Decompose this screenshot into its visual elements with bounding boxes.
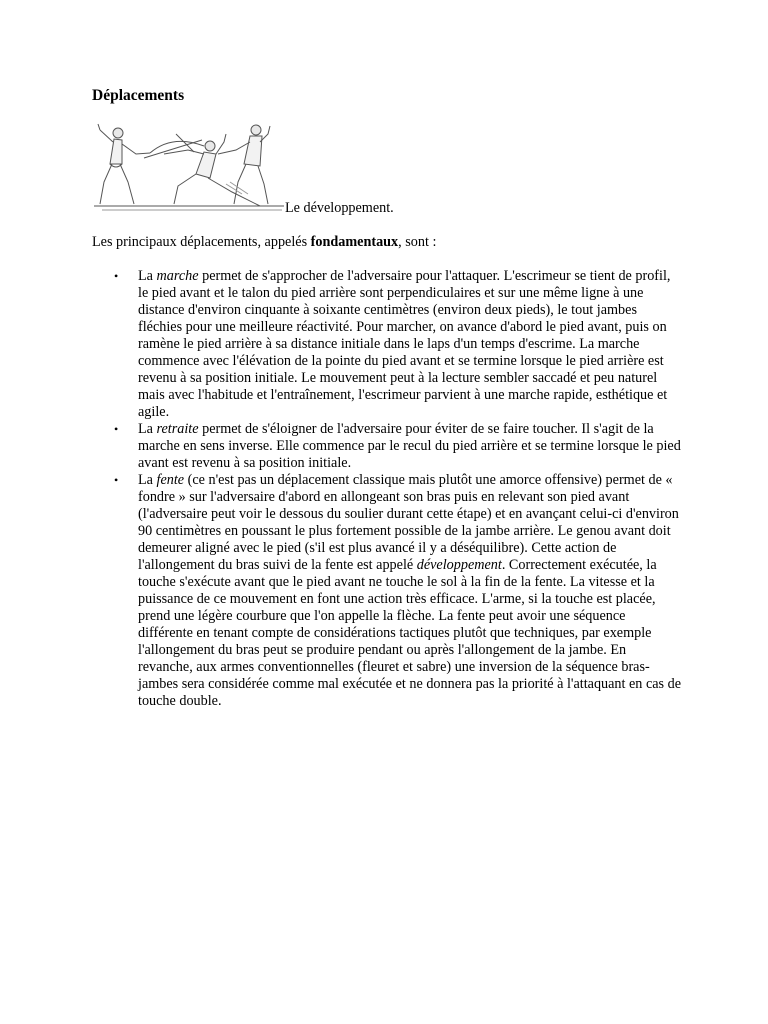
item-lead: La bbox=[138, 472, 157, 488]
list-item-text bbox=[138, 421, 682, 472]
item-term: marche bbox=[156, 268, 199, 284]
item-term: retraite bbox=[156, 421, 199, 437]
list-item-marche bbox=[92, 268, 682, 421]
item-term: fente bbox=[156, 472, 185, 488]
bullet-icon: • bbox=[114, 422, 119, 436]
section-title: Déplacements bbox=[92, 87, 185, 104]
item-description: permet de s'éloigner de l'adversaire pour éviter de se faire toucher. Il s'agit de la marche en sens inverse. Elle commence par le recul du pied arrière et se termine lorsque le pied avant est revenu à sa position initiale. bbox=[138, 421, 681, 471]
fencers-lunge-illustration-icon bbox=[92, 120, 287, 215]
list-item-text bbox=[138, 268, 682, 421]
item-lead: La bbox=[138, 268, 157, 284]
bullet-icon: • bbox=[114, 269, 119, 283]
list-item-retraite bbox=[92, 421, 682, 472]
intro-bold-term: fondamentaux bbox=[310, 234, 399, 250]
movements-list bbox=[92, 268, 682, 710]
item-term-developpement: développement bbox=[416, 557, 502, 573]
intro-text-after: , sont : bbox=[398, 234, 437, 250]
figure-caption: Le développement. bbox=[285, 200, 394, 216]
item-description-continued: . Correctement exécutée, la touche s'exécute avant que le pied avant ne touche le sol à la fin de la fente. La vitesse et la puissance de ce mouvement en font une action très efficace. L'arme, si la touche est placée, prend une légère courbure que l'on appelle la flèche. La fente peut avoir une séquence différente en tenant compte de considérations tactiques plutôt que techniques, par exemple l'allongement du bras peut se produire pendant ou après l'allongement de la jambe. En revanche, aux armes conventionnelles (fleuret et sabre) une inversion de la séquence bras-jambes sera considérée comme mal exécutée et ne donnera pas la priorité à l'attaquant en cas de touche double. bbox=[138, 557, 682, 709]
intro-paragraph bbox=[92, 234, 436, 251]
list-item-text bbox=[138, 472, 682, 710]
intro-text-before: Les principaux déplacements, appelés bbox=[92, 234, 311, 250]
item-description: permet de s'approcher de l'adversaire pour l'attaquer. L'escrimeur se tient de profil, le pied avant et le talon du pied arrière sont perpendiculaires et sur une même ligne à une distance d'environ cinquante à soixante centimètres (environ deux pieds), le tout jambes fléchies pour une meilleure réactivité. Pour marcher, on avance d'abord le pied avant, puis on ramène le pied arrière à sa distance initiale dans le laps d'un temps d'escrime. La marche commence avec l'élévation de la pointe du pied avant et se termine lorsque le pied arrière est revenu à sa position initiale. Le mouvement peut à la lecture sembler saccadé et peu naturel mais avec l'habitude et l'entraînement, l'escrimeur parvient à une marche rapide, esthétique et agile. bbox=[138, 268, 671, 420]
item-description: (ce n'est pas un déplacement classique mais plutôt une amorce offensive) permet de « fondre » sur l'adversaire d'abord en allongeant son bras puis en relevant son pied avant (l'adversaire peut voir le dessous du soulier durant cette étape) et en avançant celui-ci d'environ 90 centimètres en poussant le plus fortement possible de la jambe arrière. Le genou avant doit demeurer aligné avec le pied (s'il est plus avancé il y a déséquilibre). Cette action de l'allongement du bras suivi de la fente est appelé bbox=[138, 472, 679, 573]
bullet-icon: • bbox=[114, 473, 119, 487]
list-item-fente bbox=[92, 472, 682, 710]
item-lead: La bbox=[138, 421, 157, 437]
